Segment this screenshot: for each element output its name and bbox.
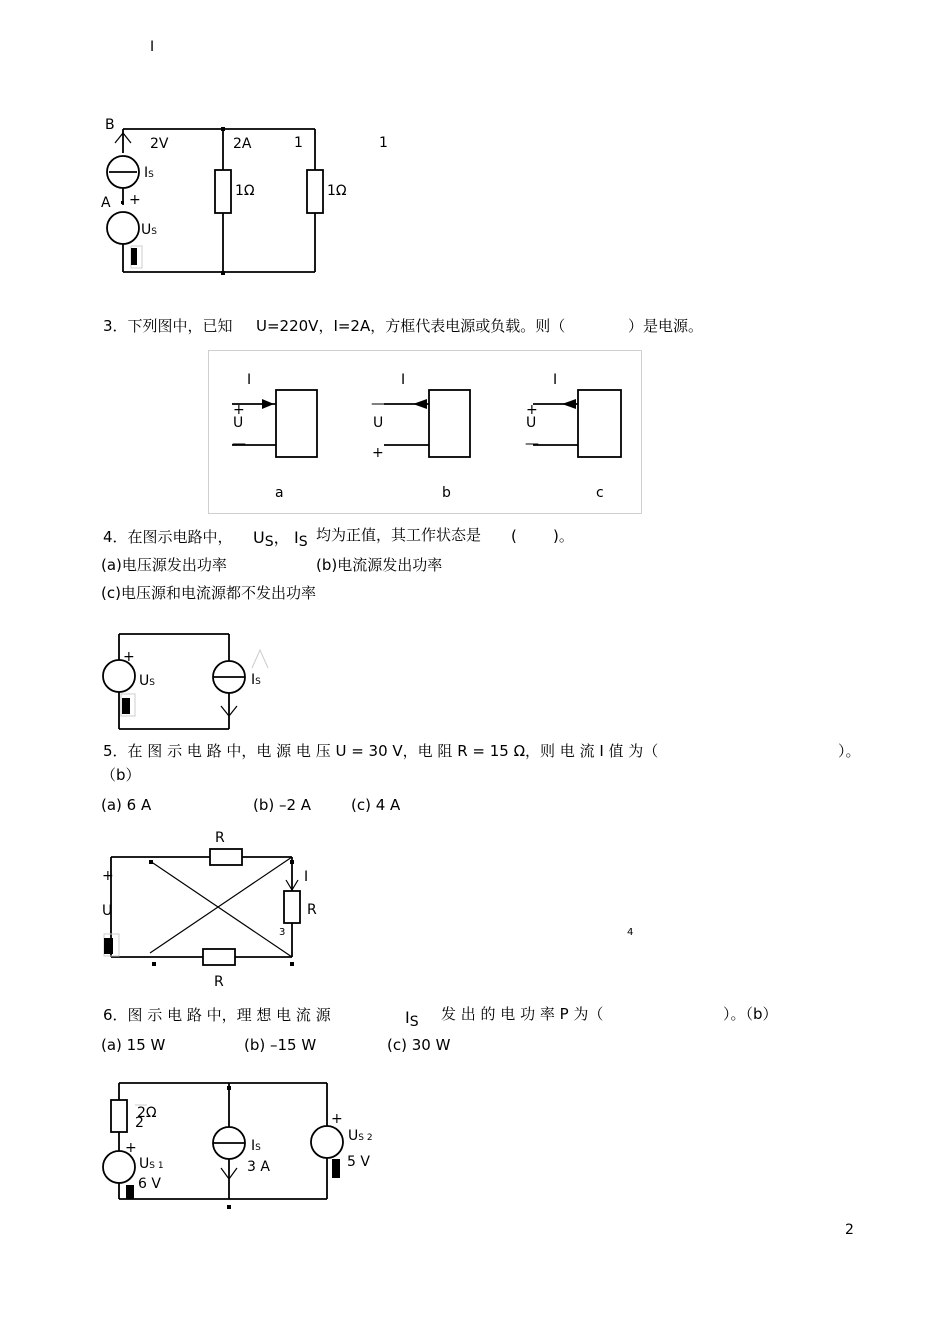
question-6-is-val: 3 A — [247, 1159, 270, 1175]
question-4-option-c: (c)电压源和电流源都不发出功率 — [101, 584, 316, 602]
question-4-fig-plus: + — [123, 649, 135, 665]
diagram-a-top: + — [233, 402, 245, 418]
question-4-fig-us: US — [139, 673, 155, 689]
question-5-small-4: 4 — [627, 927, 634, 938]
question-6-text-c: ）。（b） — [723, 1005, 778, 1023]
question-5-option-a: (a) 6 A — [101, 796, 152, 814]
question-5-option-c: (c) 4 A — [351, 796, 401, 814]
question-4-text-a: 4．在图示电路中， — [103, 528, 233, 546]
question-6-text-a: 6．图 示 电 路 中，理 想 电 流 源 — [103, 1006, 331, 1024]
question-6-is-label: IS — [251, 1138, 261, 1154]
question-5-circuit — [100, 845, 310, 970]
diagram-b-caption: b — [442, 485, 451, 501]
question-6-us1: US 1 — [139, 1156, 164, 1172]
question-6-plus-2: + — [331, 1111, 343, 1127]
question-3-text-b: U=220V，I=2A，方框代表电源或负载。则（ — [256, 317, 566, 335]
question-5-plus: + — [102, 868, 114, 884]
question-4-paren-close: )。 — [553, 527, 574, 545]
diagram-b-bottom: + — [372, 445, 384, 461]
is-label: IS — [144, 165, 154, 181]
diagram-a-current: I — [247, 372, 252, 388]
question-3-diagrams — [208, 350, 640, 512]
value-1a-label: 1 — [294, 135, 303, 151]
question-5-i-label: I — [304, 869, 309, 885]
node-b-label: B — [105, 117, 115, 133]
page-number: 2 — [845, 1222, 854, 1238]
diagram-b-current: I — [401, 372, 406, 388]
diagram-c-caption: c — [596, 485, 604, 501]
question-6-is: IS — [405, 1008, 419, 1030]
question-6-r-val: 2Ω — [137, 1105, 157, 1121]
question-5-r-top: R — [215, 830, 225, 846]
question-6-r-num: 2 — [135, 1115, 144, 1131]
diagram-c-top: + — [526, 402, 538, 418]
question-4-is: IS — [294, 528, 308, 550]
diagram-c-voltage: U — [526, 415, 537, 431]
question-6-option-b: (b) –15 W — [244, 1036, 317, 1054]
question-4-us: US， — [253, 528, 290, 550]
resistor-1-label: 1Ω — [235, 183, 255, 199]
question-5-small-3: 3 — [279, 927, 286, 938]
question-5-u-label: U — [102, 903, 113, 919]
question-6-us2: US 2 — [348, 1128, 373, 1144]
question-5-text: 5．在 图 示 电 路 中，电 源 电 压 U = 30 V，电 阻 R = 15 Ω，则 电 流 I 值 为（ — [103, 742, 659, 760]
node-a-label: A — [101, 195, 111, 211]
question-4-option-a: (a)电压源发出功率 — [101, 556, 227, 574]
diagram-c-bottom: — — [525, 436, 539, 452]
question-4-option-b: (b)电流源发出功率 — [316, 556, 443, 574]
question-5-option-b: (b) –2 A — [253, 796, 312, 814]
question-4-paren-open: ( — [511, 527, 517, 545]
question-6-option-c: (c) 30 W — [387, 1036, 451, 1054]
question-5-answer: （b） — [101, 766, 141, 784]
us-label: US — [141, 222, 157, 238]
question-5-close: ）。 — [838, 742, 861, 760]
diagram-b-top: — — [371, 396, 385, 412]
question-4-fig-is: IS — [251, 672, 261, 688]
question-6-plus-1: + — [125, 1140, 137, 1156]
question-6-us1-val: 6 V — [138, 1176, 161, 1192]
current-2a-label: 2A — [233, 136, 252, 152]
question-4-text-b: 均为正值，其工作状态是 — [316, 526, 482, 544]
question-6-text-b: 发 出 的 电 功 率 P 为（ — [441, 1005, 604, 1023]
resistor-2-label: 1Ω — [327, 183, 347, 199]
diagram-a-voltage: U — [233, 415, 244, 431]
question-6-us2-val: 5 V — [347, 1154, 370, 1170]
voltage-2v-label: 2V — [150, 136, 169, 152]
top-mark: I — [150, 39, 155, 55]
plus-sign: + — [129, 192, 141, 208]
question-3-text-a: 3．下列图中，已知 — [103, 317, 233, 335]
question-5-r-bottom: R — [214, 974, 224, 990]
diagram-a-caption: a — [275, 485, 284, 501]
question-3-text-c: ）是电源。 — [628, 317, 704, 335]
diagram-b-voltage: U — [373, 415, 384, 431]
diagram-c-current: I — [553, 372, 558, 388]
value-1b-label: 1 — [379, 135, 388, 151]
question-5-r-right: R — [307, 902, 317, 918]
diagram-a-bottom: — — [232, 436, 246, 452]
question-6-option-a: (a) 15 W — [101, 1036, 166, 1054]
